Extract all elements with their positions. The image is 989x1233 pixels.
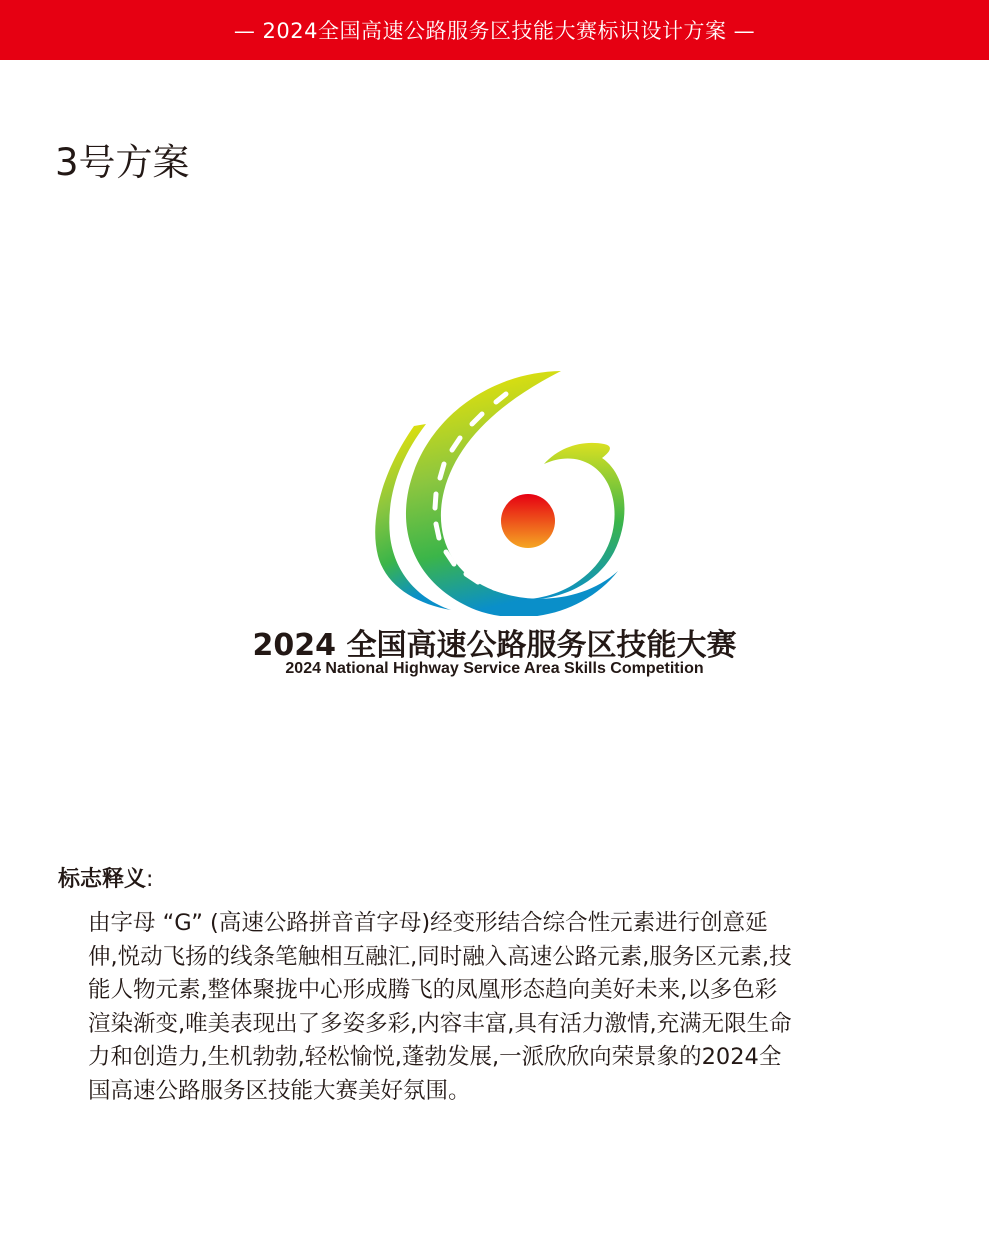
meaning-heading xyxy=(58,862,153,893)
meaning-line: 伸,悦动飞扬的线条笔触相互融汇,同时融入高速公路元素,服务区元素,技 xyxy=(88,943,792,970)
meaning-line: 力和创造力,生机勃勃,轻松愉悦,蓬勃发展,一派欣欣向荣景象的2024全 xyxy=(88,1044,782,1070)
scheme-title: 3号方案 xyxy=(55,141,190,184)
banner-title: — 2024全国高速公路服务区技能大赛标识设计方案 — xyxy=(233,19,756,43)
meaning-line: 渲染渐变,唯美表现出了多姿多彩,内容丰富,具有活力激情,充满无限生命 xyxy=(88,1010,792,1037)
meaning-line: 能人物元素,整体聚拢中心形成腾飞的凤凰形态趋向美好未来,以多色彩 xyxy=(88,977,778,1003)
meaning-line: 由字母 “G” (高速公路拼音首字母)经变形结合综合性元素进行创意延 xyxy=(88,910,768,936)
competition-logo xyxy=(356,366,636,616)
top-banner xyxy=(0,0,989,60)
logo-chinese-title: 2024 全国高速公路服务区技能大赛 xyxy=(252,628,737,663)
meaning-paragraph xyxy=(88,907,908,1108)
logo-english-title: 2024 National Highway Service Area Skills Competition xyxy=(285,660,704,677)
meaning-line: 国高速公路服务区技能大赛美好氛围。 xyxy=(88,1077,471,1104)
meaning-heading-label: 标志释义 xyxy=(58,867,147,892)
sun-circle-shape xyxy=(501,494,555,548)
meaning-heading-colon: : xyxy=(146,867,154,892)
g-phoenix-logo-icon xyxy=(356,366,636,616)
